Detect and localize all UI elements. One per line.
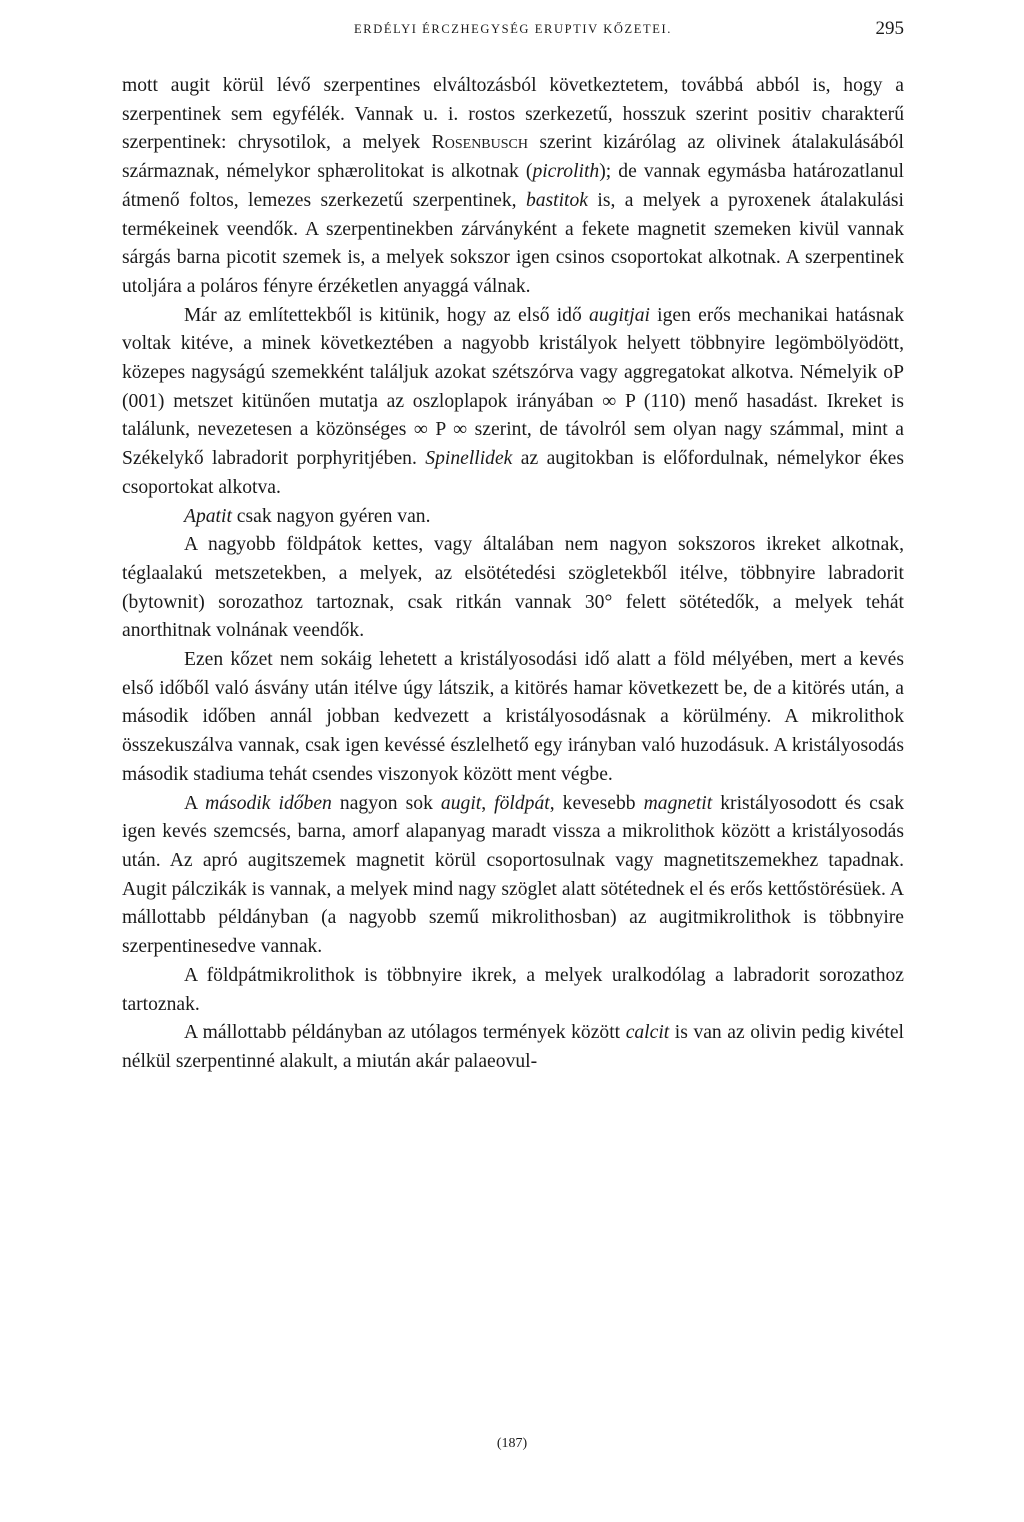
- text-run: Ezen kőzet nem sokáig lehetett a kristályosodási idő alatt a föld mélyében, mert a kevés első időből való ásvány után itélve úgy látszik, a kitörés hamar következett be, de a kitörés után, a második időben annál jobban kedvezett a kristályosodásnak a körülmény. A mikrolithok összekuszálva vannak, csak igen kevéssé észlelhető egy irányban való huzodásuk. A kristályosodás második stadiuma tehát csendes viszonyok között ment végbe.: [122, 649, 904, 785]
- paragraph: [122, 503, 904, 532]
- text-run: A mállottabb példányban az utólagos termények között: [184, 1022, 626, 1044]
- text-run: az augitokban is előfordulnak, némelykor ékes csoportokat alkotva.: [122, 448, 905, 498]
- text-run: ); de vannak egymásba határozatlanul átmenő foltos, lemezes szerkezetű szerpentinek,: [122, 161, 904, 211]
- paragraph: [122, 72, 904, 302]
- italic-term: földpát: [494, 792, 550, 814]
- italic-term: calcit: [625, 1022, 670, 1044]
- italic-term: második időben: [205, 792, 332, 814]
- text-run: igen erős mechanikai hatásnak voltak kitéve, a minek következtében a nagyobb kristályok helyett többnyire legömbölyödött, közepes nagyságú szemekként találjuk azokat szétszórva vagy aggregatokat alkotva. Némelyik oP (001) metszet kitünően mutatja az oszloplapok irányában ∞ P (110) menő hasadást. Ikreket is találunk, nevezetesen a közönséges ∞ P ∞ szerint, de távolról sem olyan nagy számmal, mint a Székelykő labradorit porphyritjében.: [122, 304, 904, 470]
- text-run: kristályosodott és csak igen kevés szemcsés, barna, amorf alapanyag maradt vissza a mikrolithok között a kristályosodás után. Az apró augitszemek magnetit körül csoportosulnak vagy magnetitszemekhez tapadnak. Augit pálczikák is vannak, a melyek mind nagy szöglet alatt sötétednek el és erős kettőstörésüek. A mállottabb példányban (a nagyobb szemű mikrolithosban) az augitmikrolithok is többnyire szerpentinesedve vannak.: [122, 792, 904, 958]
- italic-term: augitjai: [588, 304, 650, 326]
- text-run: Már az említettekből is kitünik, hogy az első idő: [184, 304, 589, 326]
- paragraph: [122, 1019, 904, 1076]
- running-title: ERDÉLYI ÉRCZHEGYSÉG ERUPTIV KŐZETEI.: [354, 22, 672, 36]
- paragraph: [122, 962, 904, 1019]
- paragraph: [122, 790, 904, 962]
- text-run: A: [184, 792, 206, 814]
- italic-term: magnetit: [643, 792, 713, 814]
- paragraph: [122, 302, 904, 503]
- text-run: is, a melyek a pyroxenek átalakulási termékeinek veendők. A szerpentinekben zárványként a fekete magnetit szemeken kivül vannak sárgás barna picotit szemek is, a melyek sokszor igen csinos csoportokat alkotnak. A szerpentinek utoljára a poláros fényre érzéketlen anyaggá válnak.: [122, 189, 904, 297]
- page-number: 295: [875, 18, 904, 39]
- page-header: [122, 18, 904, 48]
- text-run: csak nagyon gyéren van.: [231, 505, 431, 527]
- text-run: A földpátmikrolithok is többnyire ikrek, a melyek uralkodólag a labradorit sorozathoz tartoznak.: [122, 964, 904, 1015]
- author-name: Rosenbusch: [431, 132, 528, 154]
- italic-term: augit: [440, 792, 482, 814]
- italic-term: Spinellidek: [425, 448, 513, 470]
- text-run: A nagyobb földpátok kettes, vagy általában nem nagyon sokszoros ikreket alkotnak, téglaalakú metszetekben, a melyek, az elsötétedési szögletekből itélve, többnyire labradorit (bytownit) sorozathoz tartoznak, csak ritkán vannak 30° felett sötétedők, a melyek tehát anorthitnak volnának veendők.: [122, 534, 904, 642]
- italic-term: picrolith: [532, 161, 600, 183]
- text-run: ,: [481, 792, 495, 814]
- italic-term: bastitok: [525, 189, 588, 211]
- signature-mark: (187): [496, 1436, 528, 1451]
- italic-term: Apatit: [184, 505, 232, 527]
- text-run: nagyon sok: [331, 792, 441, 814]
- text-run: , kevesebb: [549, 792, 644, 814]
- text-run: is van az olivin pedig kivétel nélkül szerpentinné alakult, a miután akár palaeovul-: [122, 1022, 905, 1072]
- body-text: [122, 72, 904, 1077]
- text-run: szerint kizárólag az olivinek átalakulásából származnak, némelykor sphærolitokat is alkotnak (: [122, 132, 905, 183]
- paragraph: [122, 646, 904, 790]
- text-run: mott augit körül lévő szerpentines elváltozásból következtetem, továbbá abból is, hogy a szerpentinek sem egyfélék. Vannak u. i. rostos szerkezetű, hosszuk szerint positiv charakterű szerpentinek: chrysotilok, a melyek: [122, 75, 904, 154]
- paragraph: [122, 531, 904, 646]
